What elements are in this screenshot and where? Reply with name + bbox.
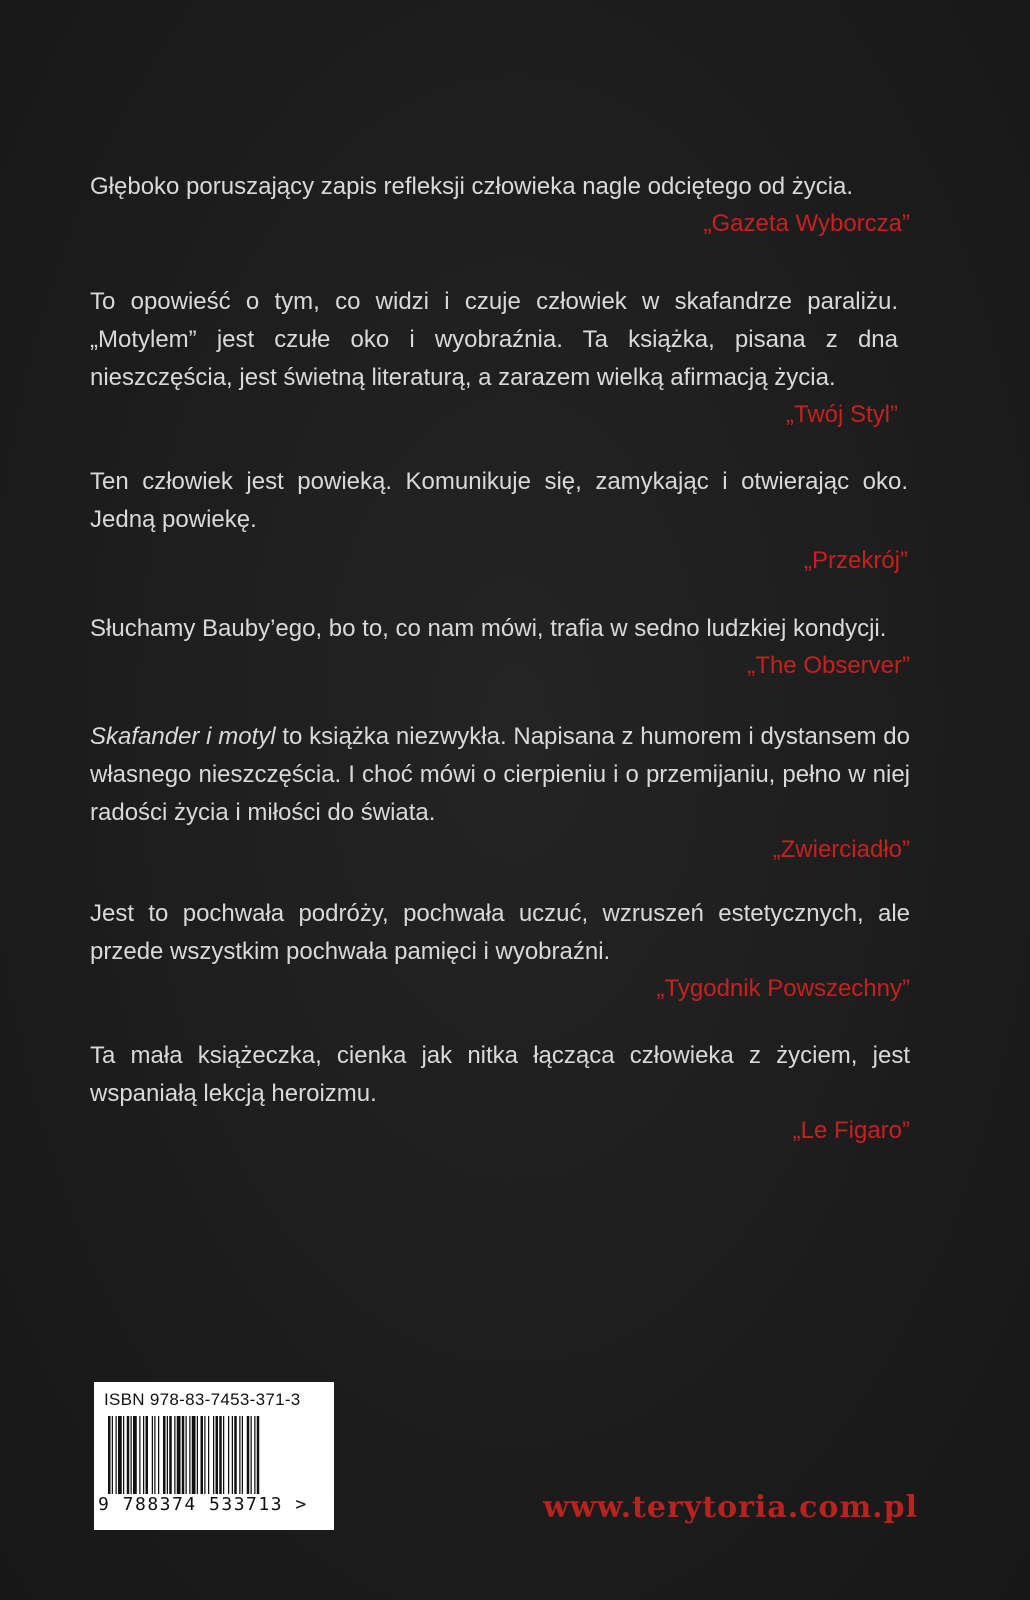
barcode-bar [174, 1416, 175, 1494]
barcode-bar [234, 1416, 237, 1494]
barcode-bar [228, 1416, 229, 1494]
barcode-bar [254, 1416, 255, 1494]
barcode-bar [239, 1416, 240, 1494]
quote-the-observer [90, 610, 910, 684]
barcode-bar [192, 1416, 196, 1494]
quote-twoj-styl [90, 283, 898, 433]
barcode-bar [131, 1416, 132, 1494]
quote-source: „Przekrój” [803, 547, 908, 574]
website-url: www.terytoria.com.pl [543, 1490, 918, 1525]
barcode-bar [167, 1416, 168, 1494]
isbn-label: ISBN 978-83-7453-371-3 [104, 1390, 301, 1409]
barcode-bar [232, 1416, 233, 1494]
quote-text: Ta mała książeczka, cienka jak nitka łącząca człowieka z życiem, jest wspaniałą lekcją heroizmu. [90, 1042, 910, 1107]
quote-tygodnik-powszechny [90, 895, 910, 1007]
barcode-bar [112, 1416, 113, 1494]
barcode-bars [106, 1416, 322, 1494]
quote-text: Jest to pochwała podróży, pochwała uczuć, wzruszeń estetycznych, ale przede wszystkim pochwała pamięci i wyobraźni. [90, 900, 910, 965]
quote-text: Głęboko poruszający zapis refleksji człowieka nagle odciętego od życia. [90, 173, 854, 200]
quote-text [90, 718, 910, 832]
barcode-bar [257, 1416, 260, 1494]
barcode-bar [182, 1416, 185, 1494]
barcode-bar [201, 1416, 204, 1494]
barcode-bar [197, 1416, 198, 1494]
barcode-bar [154, 1416, 155, 1494]
quote-source: „Le Figaro” [792, 1117, 910, 1144]
quote-zwierciadlo [90, 718, 910, 868]
quote-text: To opowieść o tym, co widzi i czuje człowiek w skafandrze paraliżu. „Motylem” jest czułe oko i wyobraźnia. Ta książka, pisana z dna nieszczęścia, jest świetną literaturą, a zarazem wielką afirmacją życia. [90, 288, 898, 391]
barcode-bar [143, 1416, 144, 1494]
quote-text: Słuchamy Bauby’ego, bo to, co nam mówi, trafia w sedno ludzkiej kondycji. [90, 615, 887, 642]
barcode-bar [163, 1416, 166, 1494]
barcode-digits: 9 788374 533713 > [98, 1494, 308, 1515]
barcode-bar [223, 1416, 224, 1494]
barcode-bar [189, 1416, 190, 1494]
quote-source: „Tygodnik Powszechny” [656, 975, 910, 1002]
quote-source: „Gazeta Wyborcza” [703, 210, 910, 237]
isbn-barcode [94, 1382, 334, 1530]
barcode-bar [118, 1416, 122, 1494]
quote-przekroj [90, 463, 908, 579]
barcode-bar [108, 1416, 111, 1494]
barcode-bar [251, 1416, 252, 1494]
barcode-bar [146, 1416, 149, 1494]
barcode-bar [247, 1416, 250, 1494]
quote-le-figaro [90, 1037, 910, 1149]
barcode-bar [139, 1416, 140, 1494]
barcode-bar [169, 1416, 172, 1494]
book-title: Skafander i motyl [90, 723, 276, 750]
barcode-bar [242, 1416, 243, 1494]
barcode-bar [152, 1416, 153, 1494]
barcode-bar [133, 1416, 137, 1494]
quote-gazeta-wyborcza [90, 168, 910, 242]
quote-body: to książka niezwykła. Napisana z humorem i dystansem do własnego nieszczęścia. I choć mówi o cierpieniu i o przemijaniu, pełno w niej radości życia i miłości do świata. [90, 723, 910, 826]
barcode-bar [127, 1416, 130, 1494]
quote-text: Ten człowiek jest powieką. Komunikuje się, zamykając i otwierając oko. Jedną powiekę. [90, 468, 908, 533]
barcode-bar [208, 1416, 209, 1494]
quote-source: „Twój Styl” [785, 401, 898, 428]
barcode-bar [123, 1416, 124, 1494]
barcode-bar [204, 1416, 205, 1494]
quote-source: „The Observer” [747, 652, 910, 679]
barcode-bar [213, 1416, 214, 1494]
barcode-bar [177, 1416, 181, 1494]
barcode-bar [186, 1416, 187, 1494]
barcode-bar [158, 1416, 159, 1494]
barcode-bar [216, 1416, 219, 1494]
barcode-bar [116, 1416, 117, 1494]
quote-source: „Zwierciadło” [772, 836, 910, 863]
barcode-bar [219, 1416, 222, 1494]
